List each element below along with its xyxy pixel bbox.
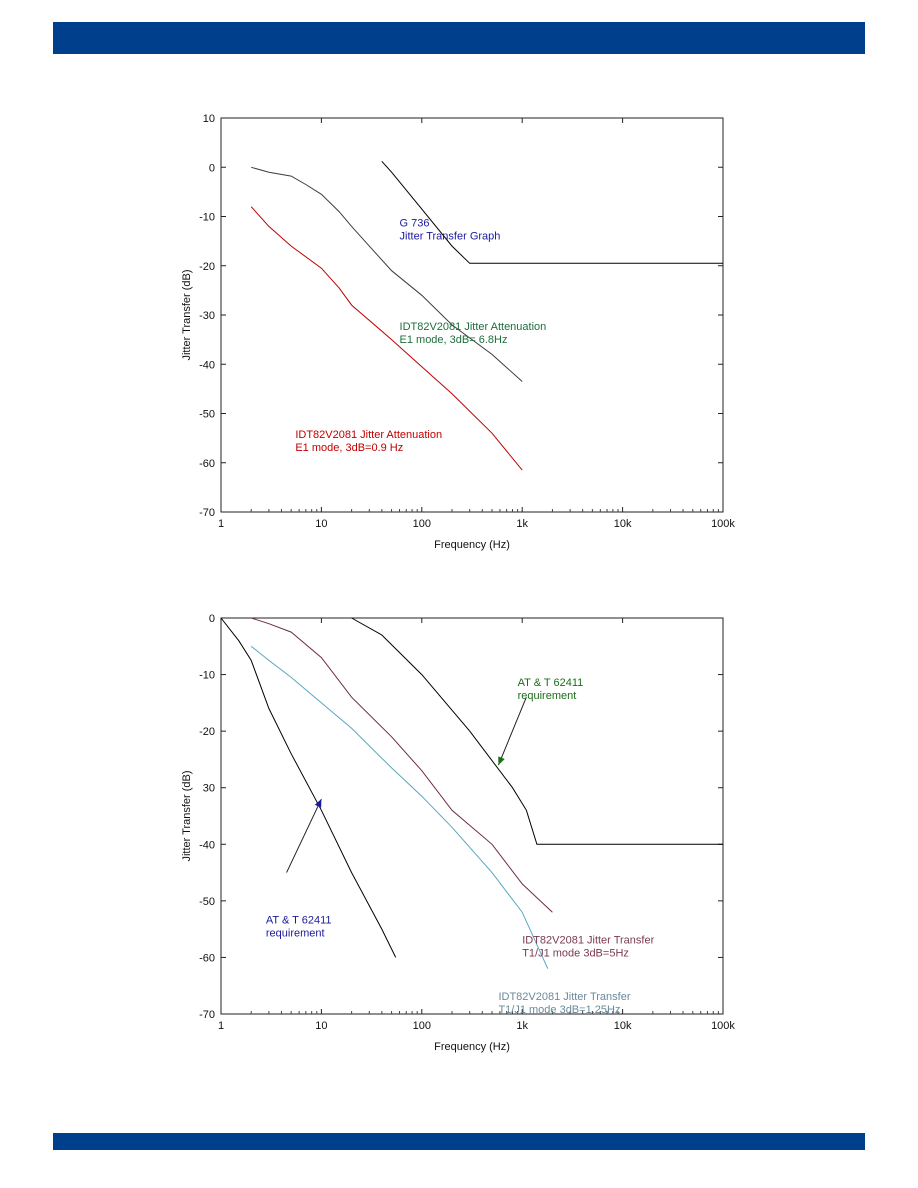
footer-band <box>53 1133 865 1150</box>
annotation-1-line-2: Jitter Transfer Graph <box>399 230 501 243</box>
x-tick-label: 10k <box>613 518 632 530</box>
x-tick-label: 100k <box>711 518 735 530</box>
y-tick-label: -60 <box>199 457 215 470</box>
chart-att-62411-jitter-transfer <box>0 595 918 1065</box>
y-tick-label: -70 <box>199 507 215 519</box>
plot-frame <box>221 618 723 1014</box>
annotation-2-line-2: E1 mode, 3dB= 6.8Hz <box>399 333 508 346</box>
annotation-3-line-2: T1/J1 mode 3dB=5Hz <box>522 947 629 960</box>
annotation-arrow-line-1 <box>498 697 526 765</box>
y-tick-label: -70 <box>199 1009 215 1021</box>
annotation-4-line-1: IDT82V2081 Jitter Transfer <box>498 990 631 1003</box>
y-tick-label: -20 <box>199 726 215 739</box>
x-axis-label: Frequency (Hz) <box>434 1041 510 1053</box>
annotation-1-line-1: G 736 <box>399 217 430 230</box>
x-tick-label: 10k <box>613 1020 632 1032</box>
header-band <box>53 22 865 54</box>
x-tick-label: 100 <box>412 1020 431 1032</box>
x-tick-label: 1 <box>217 1020 225 1032</box>
annotation-arrow-line-2 <box>287 799 322 873</box>
y-axis-label: Jitter Transfer (dB) <box>181 269 193 361</box>
x-axis-label: Frequency (Hz) <box>434 539 510 551</box>
series-line-1 <box>352 618 723 844</box>
y-tick-label: 0 <box>208 162 215 175</box>
x-tick-label: 1 <box>217 518 225 530</box>
annotation-4-line-2: T1/J1 mode 3dB=1.25Hz <box>498 1003 621 1016</box>
x-tick-label: 10 <box>315 1020 328 1032</box>
x-tick-label: 100k <box>711 1020 735 1032</box>
series-line-4 <box>221 618 396 957</box>
y-tick-label: -50 <box>199 408 215 421</box>
annotation-1-line-2: requirement <box>517 689 577 702</box>
y-tick-label: -10 <box>199 669 215 682</box>
y-tick-label: 0 <box>208 613 215 625</box>
x-tick-label: 10 <box>315 518 328 530</box>
series-line-1 <box>382 161 723 263</box>
chart-1-svg <box>0 100 918 560</box>
y-tick-label: -30 <box>199 310 215 322</box>
y-axis-label: Jitter Transfer (dB) <box>181 770 193 862</box>
annotation-1-line-1: AT & T 62411 <box>517 676 584 689</box>
annotation-2-line-1: AT & T 62411 <box>265 914 332 927</box>
series-line-2 <box>251 618 552 912</box>
y-tick-label: -10 <box>199 211 215 224</box>
y-tick-label: -40 <box>199 359 215 372</box>
annotation-2-line-1: IDT82V2081 Jitter Attenuation <box>399 320 547 333</box>
annotation-3-line-1: IDT82V2081 Jitter Transfer <box>522 934 655 947</box>
annotation-3-line-2: E1 mode, 3dB=0.9 Hz <box>295 442 404 455</box>
y-tick-label: -20 <box>199 260 215 273</box>
chart-2-svg <box>0 595 918 1065</box>
y-tick-label: 10 <box>202 113 215 125</box>
x-tick-label: 1k <box>516 518 529 530</box>
annotation-3-line-1: IDT82V2081 Jitter Attenuation <box>295 429 443 442</box>
x-tick-label: 1k <box>516 1020 529 1032</box>
annotation-2-line-2: requirement <box>265 927 325 940</box>
x-tick-label: 100 <box>412 518 431 530</box>
y-tick-label: -40 <box>199 839 215 852</box>
series-line-2 <box>251 167 522 381</box>
y-tick-label: -60 <box>199 952 215 965</box>
chart-g736-jitter-transfer <box>0 100 918 560</box>
y-tick-label: 30 <box>202 782 215 795</box>
y-tick-label: -50 <box>199 895 215 908</box>
